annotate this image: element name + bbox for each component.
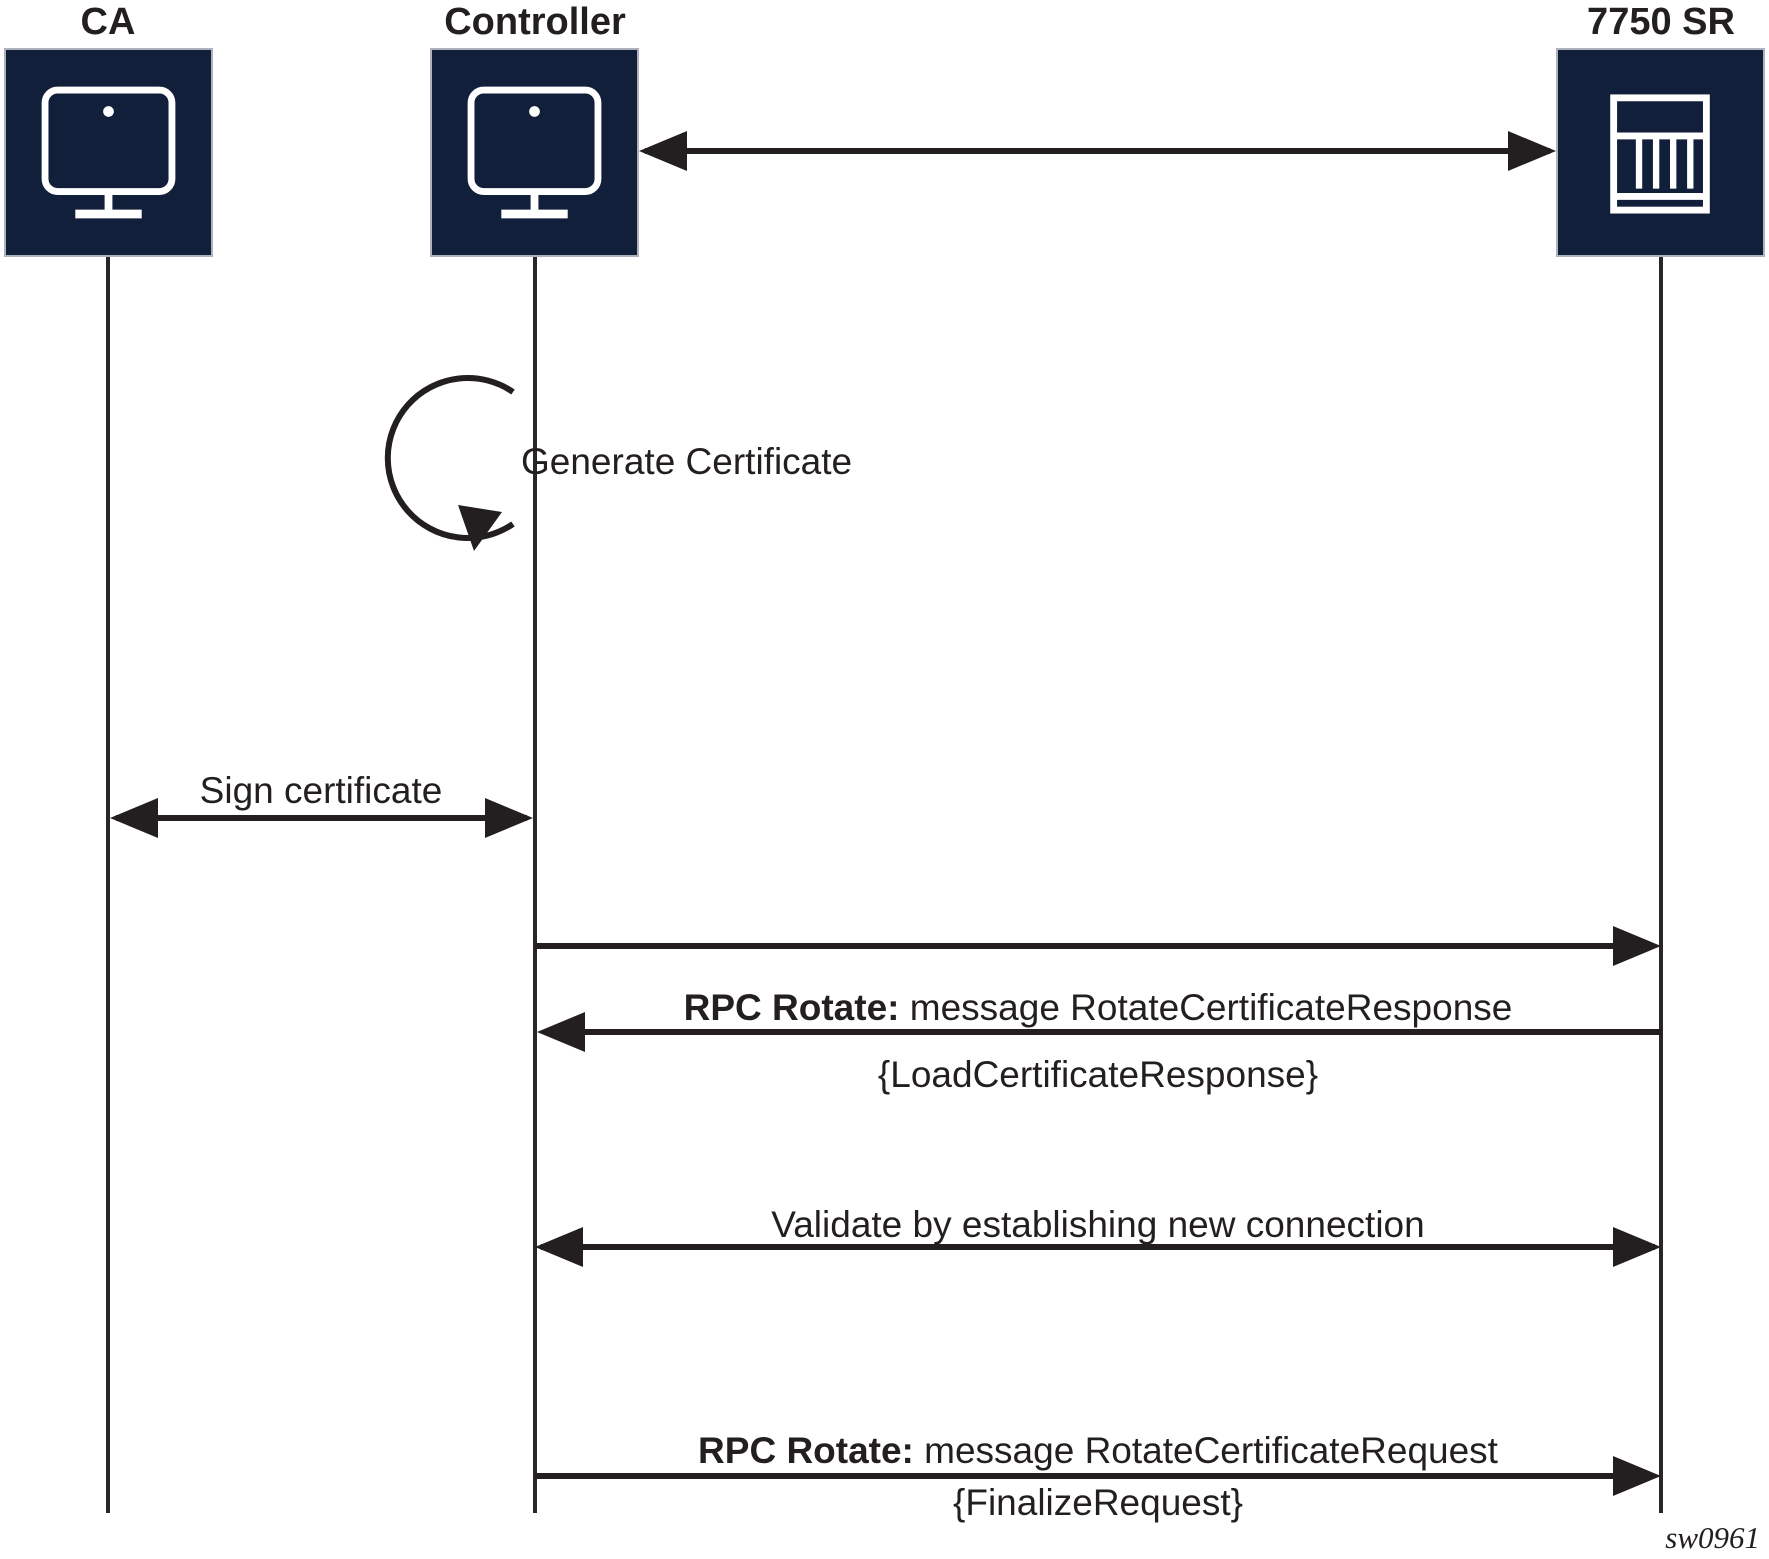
label-sign-certificate: Sign certificate xyxy=(199,770,443,811)
label-rpc-rotate-request: RPC Rotate: message RotateCertificateRequest xyxy=(698,1430,1498,1471)
arrow-controller-sr-top xyxy=(639,131,1556,171)
monitor-icon xyxy=(6,50,211,255)
monitor-icon xyxy=(432,50,637,255)
actor-box-7750-sr xyxy=(1556,48,1765,257)
arrow-rotate-request-load xyxy=(535,926,1661,966)
actor-box-controller xyxy=(430,48,639,257)
label-generate-certificate: Generate Certificate xyxy=(521,441,853,482)
router-icon xyxy=(1558,50,1763,255)
self-loop-generate-certificate xyxy=(388,378,513,551)
actor-box-ca xyxy=(4,48,213,257)
actor-title-controller: Controller xyxy=(444,1,626,43)
actor-title-ca: CA xyxy=(80,1,136,43)
label-load-certificate-response: {LoadCertificateResponse} xyxy=(877,1054,1319,1095)
lifeline-7750-sr xyxy=(1659,257,1663,1513)
lifeline-ca xyxy=(106,257,110,1513)
label-finalize-request: {FinalizeRequest} xyxy=(952,1482,1244,1523)
label-rpc-rotate-response: RPC Rotate: message RotateCertificateResponse xyxy=(683,987,1513,1028)
label-validate-connection: Validate by establishing new connection xyxy=(771,1204,1425,1245)
actor-title-7750-sr: 7750 SR xyxy=(1587,1,1735,43)
figure-id: sw0961 xyxy=(1665,1520,1760,1555)
